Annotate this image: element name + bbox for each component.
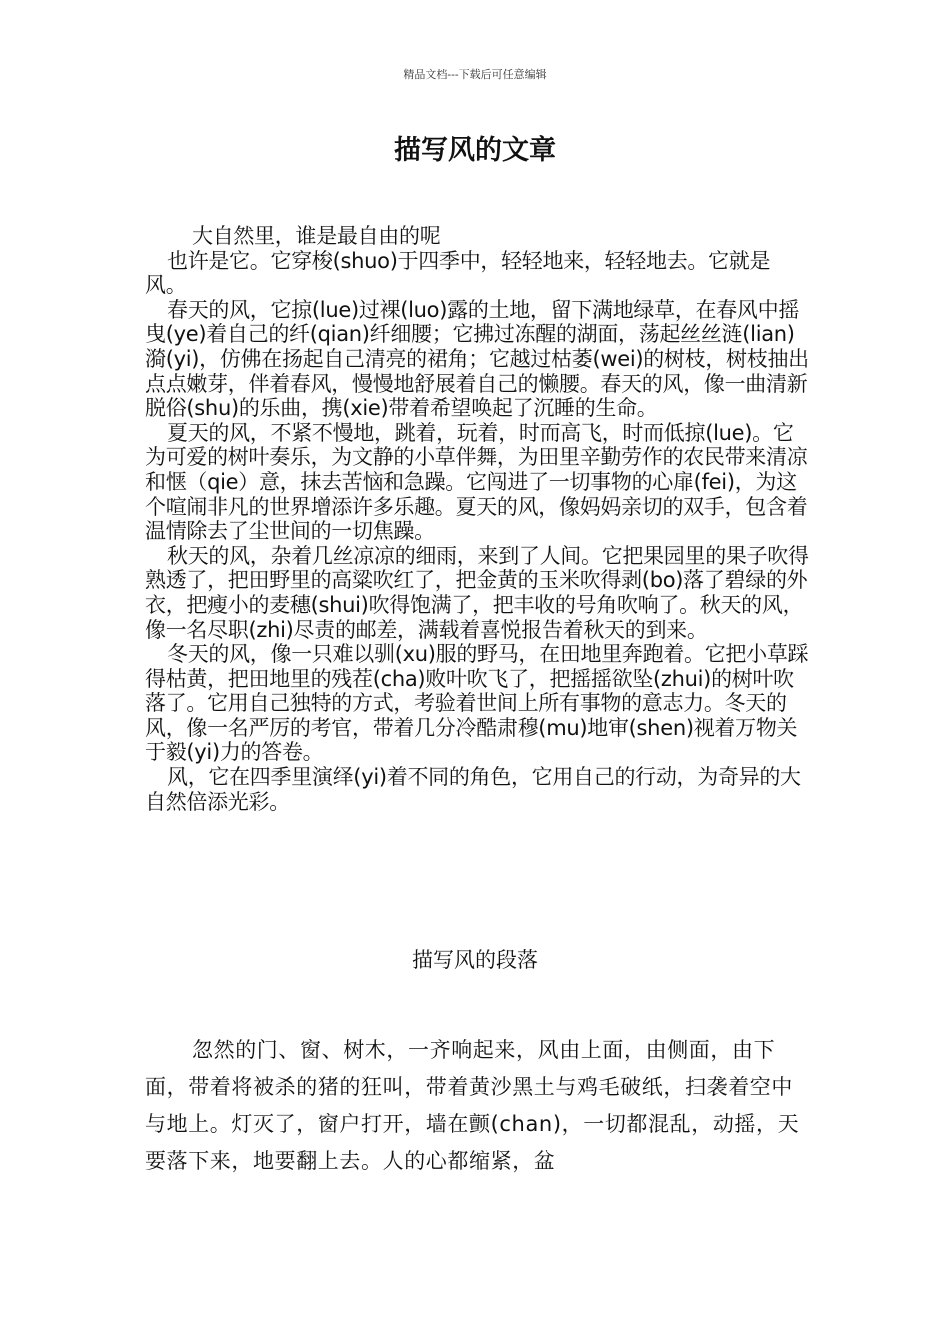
section-title: 描写风的段落 [412, 948, 538, 972]
article-paragraph: 秋天的风，杂着几丝凉凉的细雨，来到了人间。它把果园里的果子吹得熟透了，把田野里的高粱吹红了，把金黄的玉米吹得剥(bo)落了碧绿的外衣，把瘦小的麦穗(shui)吹得饱满了，把丰收的号角吹响了。秋天的风，像一名尽职(zhi)尽责的邮差，满载着喜悦报告着秋天的到来。 [145, 543, 809, 642]
article-paragraph: 春天的风，它掠(lue)过裸(luo)露的土地，留下满地绿草，在春风中摇曳(ye)着自己的纤(qian)纤细腰；它拂过冻醒的湖面，荡起丝丝涟(lian)漪(yi)，仿佛在扬起自己清亮的裙角；它越过枯萎(wei)的树枝，树枝抽出点点嫩芽，伴着春风，慢慢地舒展着自己的懒腰。春天的风，像一曲清新脱俗(shu)的乐曲，携(xie)带着希望唤起了沉睡的生命。 [145, 297, 809, 421]
article-body [145, 224, 810, 814]
article-paragraph: 也许是它。它穿梭(shuo)于四季中，轻轻地来，轻轻地去。它就是风。 [145, 248, 771, 298]
article-paragraph: 夏天的风，不紧不慢地，跳着，玩着，时而高飞，时而低掠(lue)。它为可爱的树叶奏乐，为文静的小草伴舞，为田里辛勤劳作的农民带来清凉和惬（qie）意，抹去苦恼和急躁。它闯进了一切事物的心扉(fei)，为这个喧闹非凡的世界增添许多乐趣。夏天的风，像妈妈亲切的双手，包含着温情除去了尘世间的一切焦躁。 [145, 420, 808, 544]
article-paragraph: 冬天的风，像一只难以驯(xu)服的野马，在田地里奔跑着。它把小草踩得枯黄，把田地里的残茬(cha)败叶吹飞了，把摇摇欲坠(zhui)的树叶吹落了。它用自己独特的方式，考验着世间上所有事物的意志力。冬天的风，像一名严厉的考官，带着几分冷酷肃穆(mu)地审(shen)视着万物关于毅(yi)力的答卷。 [145, 642, 809, 765]
section-paragraph: 忽然的门、窗、树木，一齐响起来，风由上面，由侧面，由下面，带着将被杀的猪的狂叫，带着黄沙黑土与鸡毛破纸，扫袭着空中与地上。灯灭了，窗户打开，墙在颤(chan)，一切都混乱，动摇，天要落下来，地要翻上去。人的心都缩紧，盆 [145, 1038, 800, 1173]
article-paragraph: 风，它在四季里演绎(yi)着不同的角色，它用自己的行动，为奇异的大自然倍添光彩。 [145, 765, 801, 814]
header-note: 精品文档---下载后可任意编辑 [403, 68, 547, 81]
document-title: 描写风的文章 [394, 135, 556, 166]
article-paragraph: 大自然里，谁是最自由的呢 [192, 224, 441, 248]
